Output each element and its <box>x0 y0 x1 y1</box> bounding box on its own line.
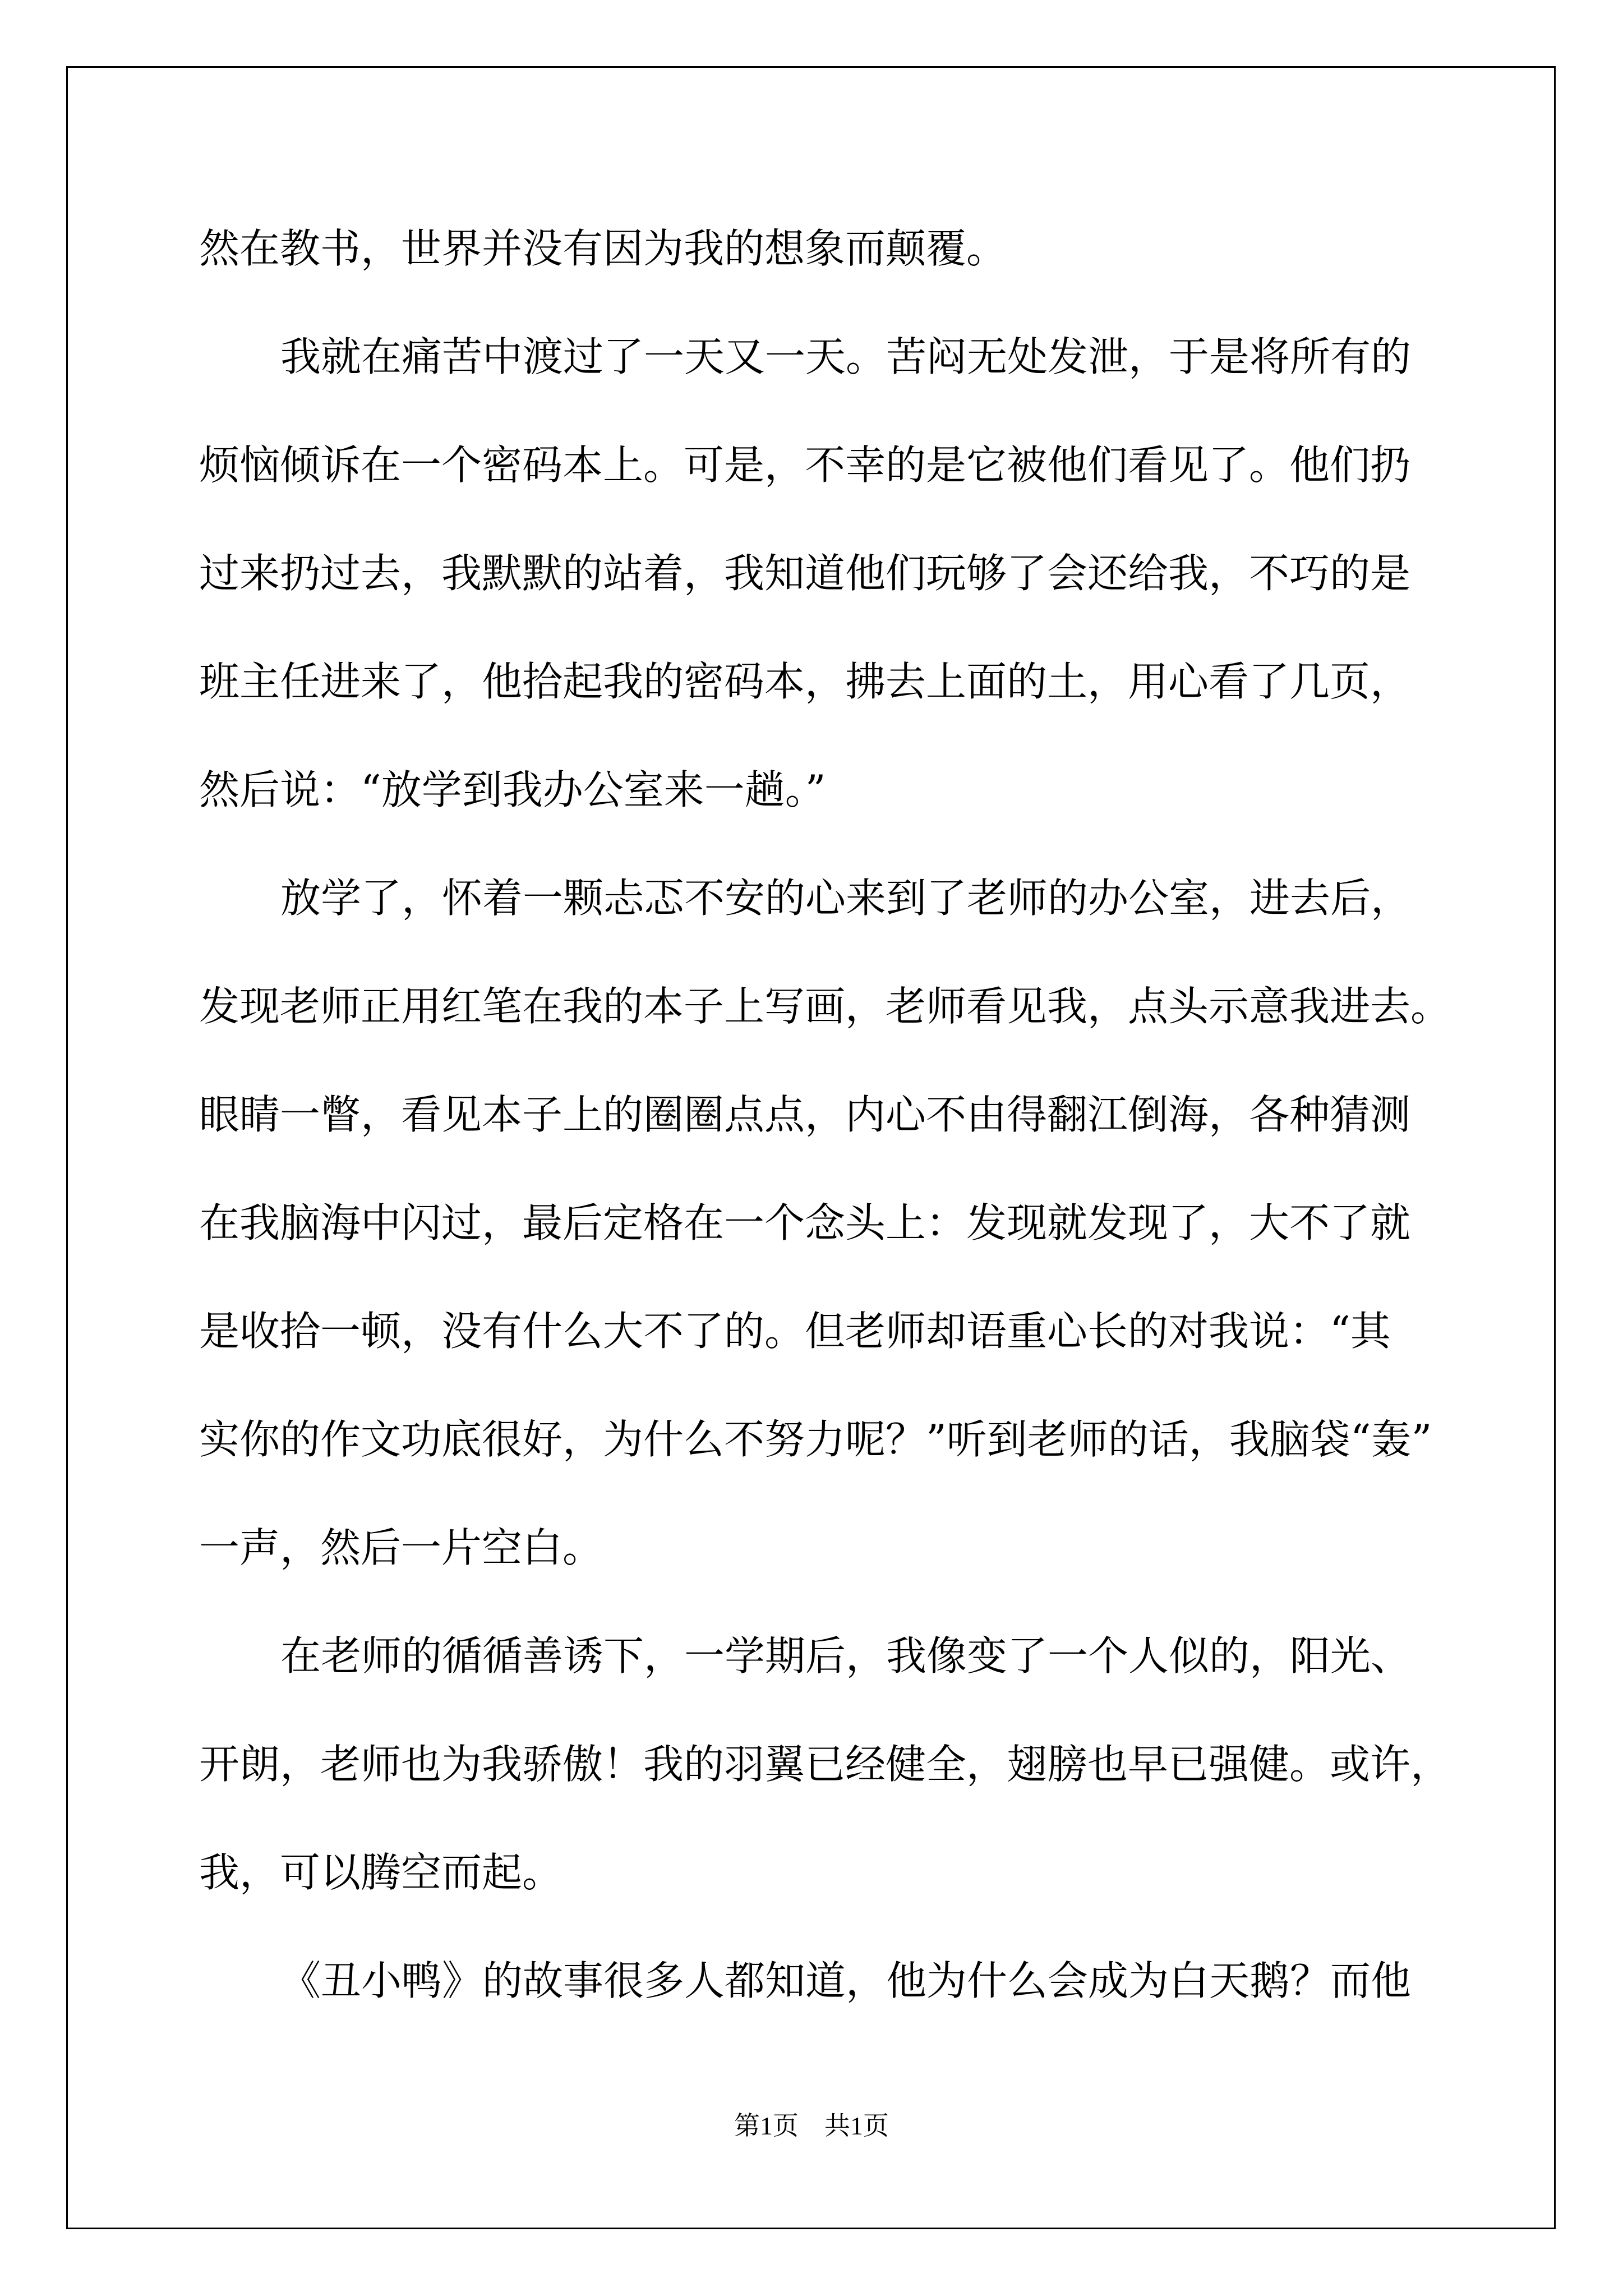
text-line-15: 开朗，老师也为我骄傲！我的羽翼已经健全，翅膀也早已强健。或许， <box>199 1741 1451 1788</box>
text-line-16: 我，可以腾空而起。 <box>199 1849 563 1896</box>
text-line-2: 我就在痛苦中渡过了一天又一天。苦闷无处发泄，于是将所有的 <box>280 333 1412 380</box>
text-line-11: 是收拾一顿，没有什么大不了的。但老师却语重心长的对我说：“其 <box>199 1308 1391 1355</box>
text-line-5: 班主任进来了，他拾起我的密码本，拂去上面的土，用心看了几页， <box>199 658 1411 705</box>
text-line-3: 烦恼倾诉在一个密码本上。可是，不幸的是它被他们看见了。他们扔 <box>199 441 1411 489</box>
text-line-14: 在老师的循循善诱下，一学期后，我像变了一个人似的，阳光、 <box>280 1632 1412 1680</box>
text-line-13: 一声，然后一片空白。 <box>199 1524 603 1571</box>
text-line-9: 眼睛一瞥，看见本子上的圈圈点点，内心不由得翻江倒海，各种猜测 <box>199 1091 1411 1138</box>
page-border <box>66 66 1556 2229</box>
text-line-10: 在我脑海中闪过，最后定格在一个念头上：发现就发现了，大不了就 <box>199 1199 1411 1246</box>
text-line-4: 过来扔过去，我默默的站着，我知道他们玩够了会还给我，不巧的是 <box>199 550 1411 597</box>
page-footer: 第1页 共1页 <box>734 2111 889 2140</box>
text-line-1: 然在教书，世界并没有因为我的想象而颠覆。 <box>199 225 1007 272</box>
text-line-7: 放学了，怀着一颗忐忑不安的心来到了老师的办公室，进去后， <box>280 875 1412 922</box>
text-line-8: 发现老师正用红笔在我的本子上写画，老师看见我，点头示意我进去。 <box>199 983 1451 1030</box>
text-line-17: 《丑小鸭》的故事很多人都知道，他为什么会成为白天鹅？而他 <box>280 1957 1412 2004</box>
text-line-12: 实你的作文功底很好，为什么不努力呢？”听到老师的话，我脑袋“轰” <box>199 1416 1432 1463</box>
text-line-6: 然后说：“放学到我办公室来一趟。” <box>199 766 826 813</box>
